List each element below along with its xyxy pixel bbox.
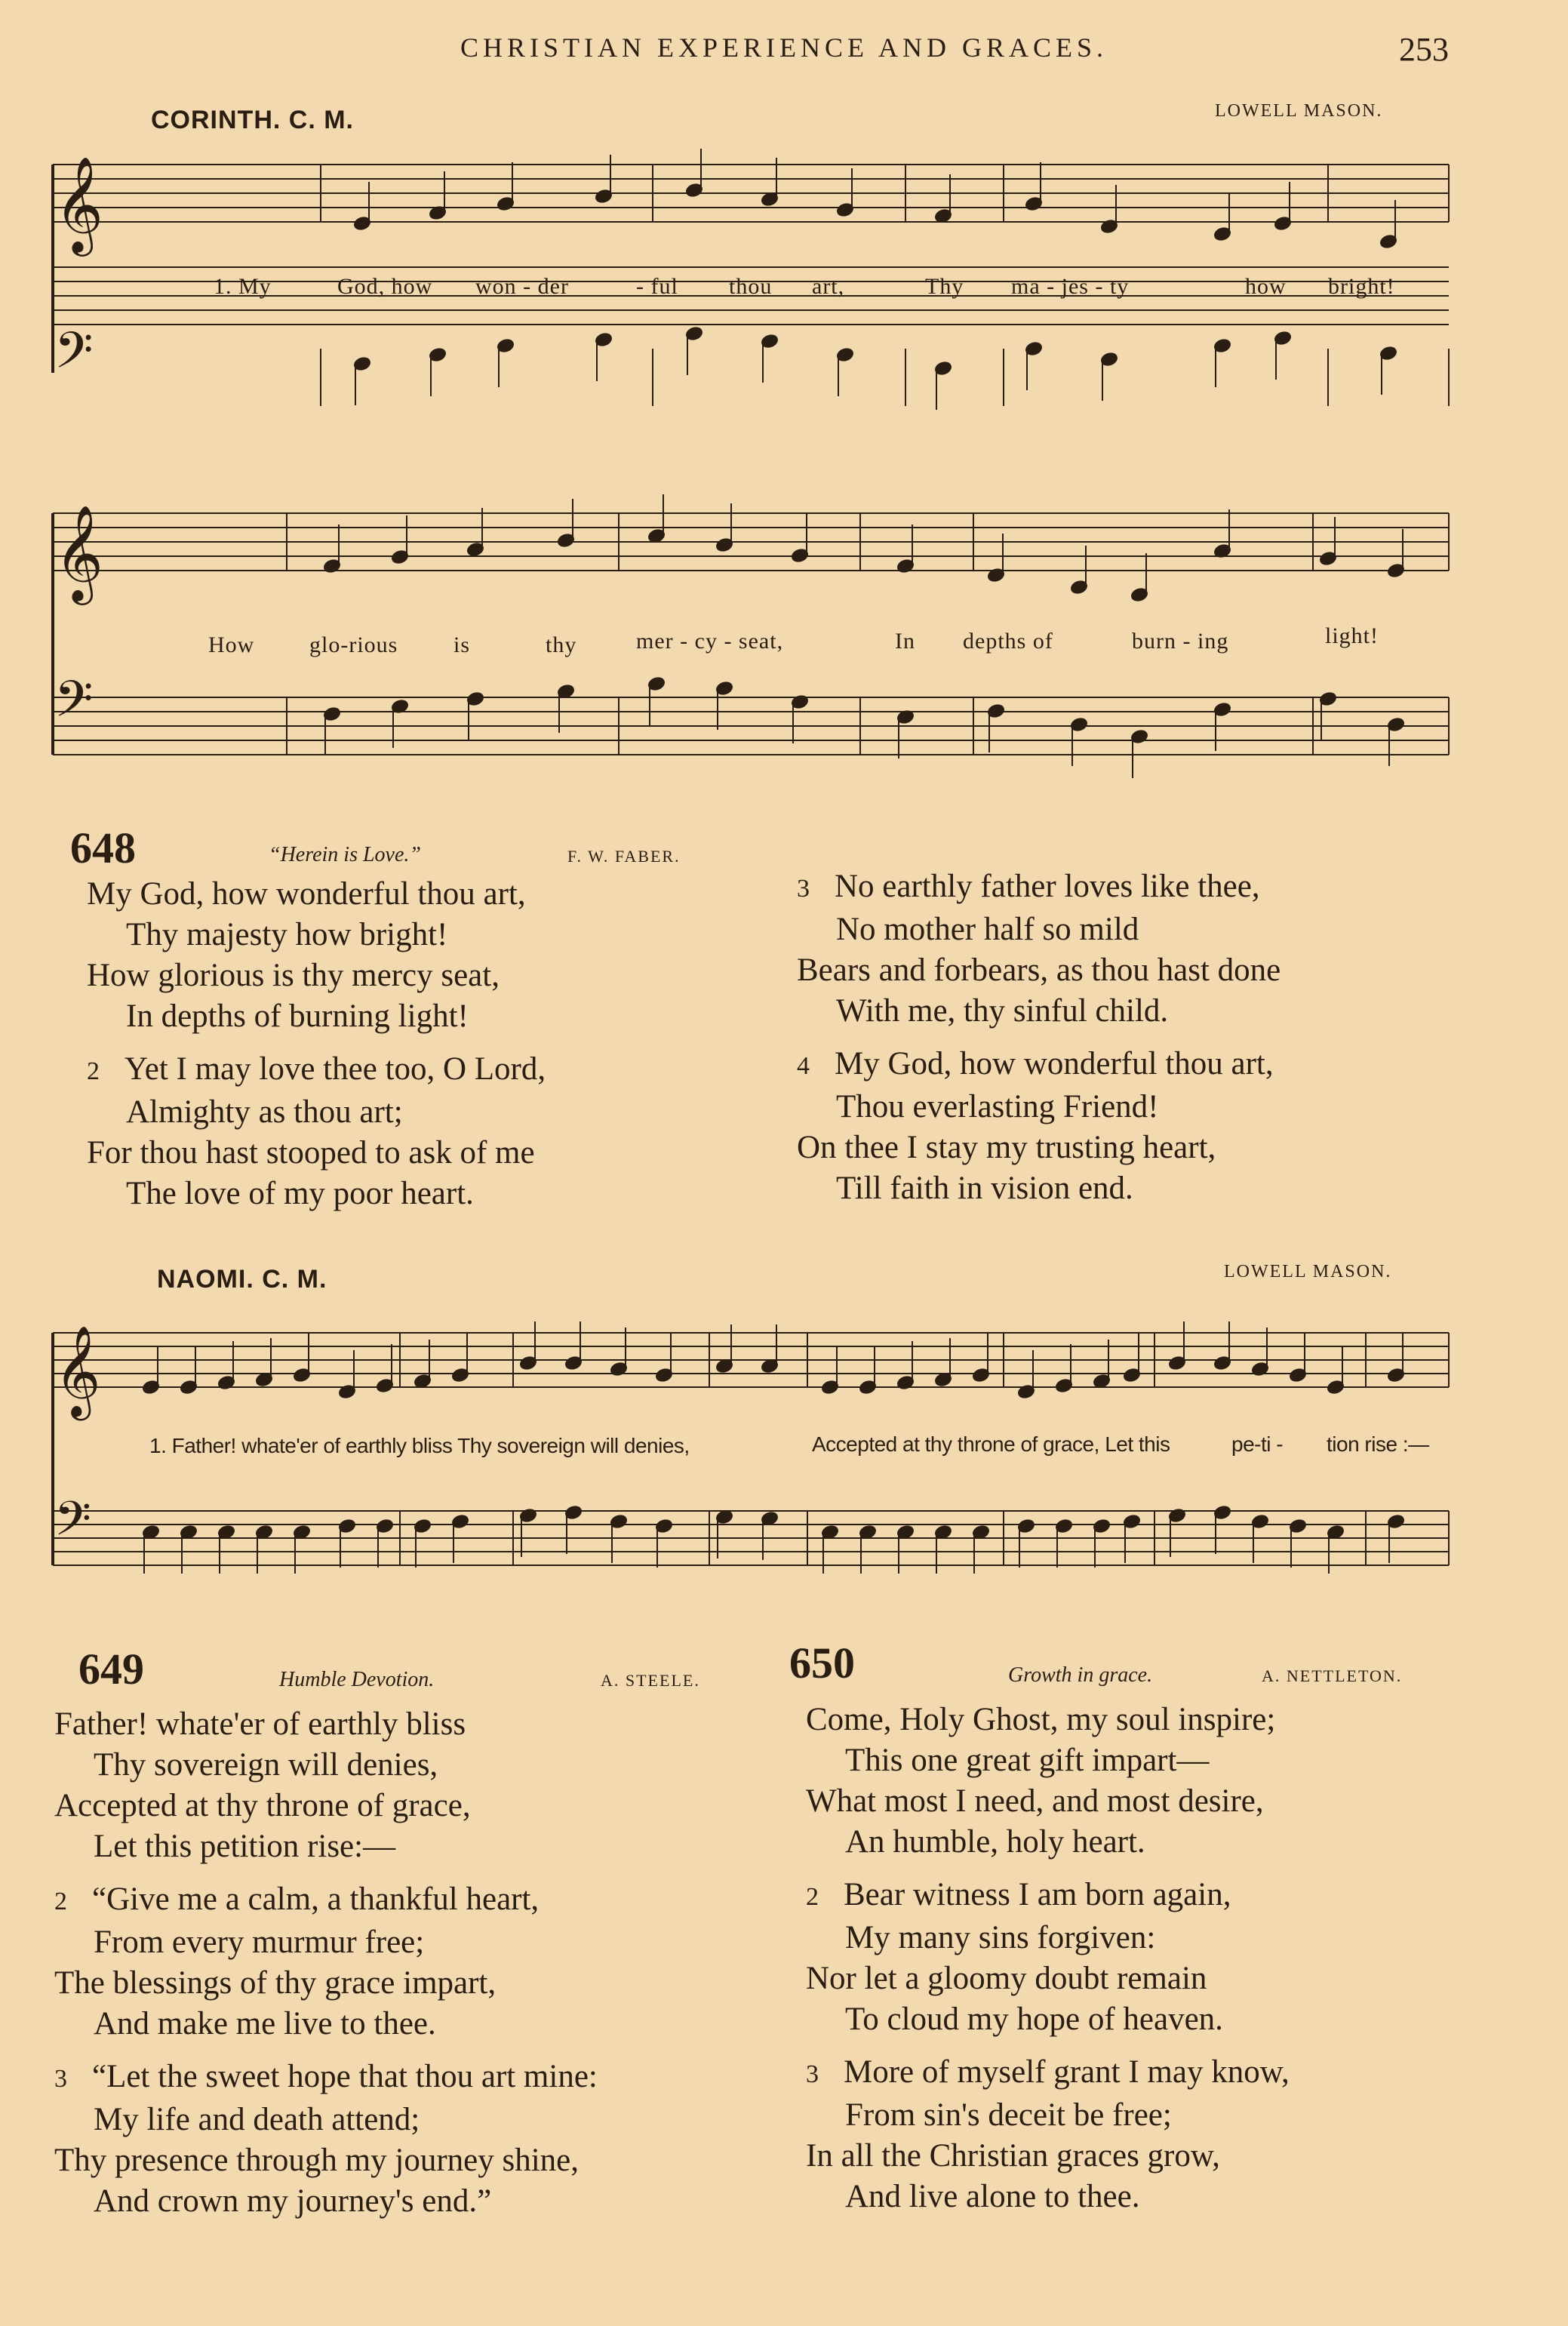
verse-line: And crown my journey's end.” — [94, 2183, 492, 2219]
verse-line: In depths of burning light! — [126, 998, 469, 1034]
clef-icon: 𝄞 — [54, 504, 104, 601]
verse-line: Thy majesty how bright! — [126, 917, 448, 952]
music-score-naomi — [45, 1303, 1464, 1620]
stanza-number: 3 — [806, 2060, 819, 2088]
stanza — [54, 1704, 598, 1867]
stanza — [806, 1700, 1290, 1863]
tune-name-corinth: CORINTH. C. M. — [151, 106, 354, 134]
verse-line: Nor let a gloomy doubt remain — [806, 1961, 1207, 1996]
lyric-syllable: - ful — [636, 274, 678, 299]
verse-line: Accepted at thy throne of grace, — [54, 1788, 471, 1823]
verse-line: With me, thy sinful child. — [836, 993, 1169, 1029]
lyric-syllable: How — [208, 632, 255, 657]
clef-icon: 𝄢 — [54, 670, 94, 740]
verse-line: More of myself grant I may know, — [844, 2054, 1290, 2090]
hymn-author: A. STEELE. — [601, 1671, 700, 1690]
hymn-author: A. NETTLETON. — [1262, 1666, 1403, 1685]
verse-line: “Let the sweet hope that thou art mine: — [92, 2059, 598, 2094]
verse-line: What most I need, and most desire, — [806, 1783, 1264, 1819]
verse-line: From every murmur free; — [94, 1924, 425, 1960]
hymn-title: Growth in grace. — [1008, 1663, 1153, 1687]
lyric-syllable: light! — [1325, 623, 1379, 648]
stanza — [87, 874, 546, 1037]
clef-icon: 𝄞 — [54, 1325, 101, 1417]
lyric-syllable: how — [1245, 274, 1287, 299]
running-head: CHRISTIAN EXPERIENCE AND GRACES. — [460, 32, 1108, 63]
verse-line: My God, how wonderful thou art, — [835, 1046, 1274, 1081]
verse-line: For thou hast stooped to ask of me — [87, 1135, 535, 1171]
lyric-syllable: art, — [812, 274, 845, 299]
hymn-649-column — [54, 1704, 598, 2234]
lyric-syllable: won - der — [475, 274, 569, 299]
lyric-syllable: pe-ti - — [1231, 1432, 1284, 1456]
verse-line: Thou everlasting Friend! — [836, 1089, 1159, 1125]
verse-line: Bears and forbears, as thou hast done — [797, 952, 1281, 988]
stanza — [54, 1879, 598, 2044]
lyric-syllable: 1. Father! whate'er of earthly bliss Thy sovereign will denies, — [149, 1434, 690, 1457]
stanza-number: 3 — [797, 875, 810, 903]
verse-line: Thy presence through my journey shine, — [54, 2143, 579, 2178]
lyric-syllable: God, how — [337, 274, 433, 299]
verse-line: And live alone to thee. — [845, 2179, 1140, 2214]
stanza — [806, 2052, 1290, 2217]
clef-icon: 𝄢 — [54, 1491, 91, 1558]
lyric-syllable: thou — [729, 274, 773, 299]
tune-name-naomi: NAOMI. C. M. — [157, 1265, 327, 1294]
page-number: 253 — [1399, 31, 1449, 68]
stanza-number: 2 — [806, 1883, 819, 1911]
verse-line: My life and death attend; — [94, 2102, 420, 2137]
lyric-syllable: mer - cy - seat, — [636, 629, 784, 654]
lyric-syllable: bright! — [1328, 274, 1395, 299]
lyric-syllable: 1. My — [214, 274, 272, 299]
lyric-syllable: burn - ing — [1132, 629, 1229, 654]
hymn-650-column — [806, 1700, 1290, 2229]
music-score-corinth — [45, 143, 1464, 808]
verse-line: Let this petition rise:— — [94, 1829, 396, 1864]
lyric-syllable: In — [895, 629, 915, 654]
verse-line: Father! whate'er of earthly bliss — [54, 1706, 466, 1742]
lyric-syllable: Accepted at thy throne of grace, Let this — [812, 1432, 1170, 1456]
stanza-number: 3 — [54, 2065, 67, 2093]
stanza — [797, 1044, 1281, 1209]
verse-line: Bear witness I am born again, — [844, 1877, 1231, 1912]
verse-line: How glorious is thy mercy seat, — [87, 958, 500, 993]
verse-line: The love of my poor heart. — [126, 1176, 474, 1211]
verse-line: This one great gift impart— — [845, 1743, 1210, 1778]
verse-line: “Give me a calm, a thankful heart, — [92, 1881, 540, 1917]
verse-line: Almighty as thou art; — [126, 1094, 403, 1130]
stanza-number: 4 — [797, 1052, 810, 1080]
hymn-number: 648 — [70, 823, 136, 872]
verse-line: No mother half so mild — [836, 912, 1139, 947]
stanza — [87, 1049, 546, 1214]
clef-icon: 𝄞 — [54, 155, 104, 252]
lyric-syllable: Thy — [925, 274, 964, 299]
composer-naomi: LOWELL MASON. — [1224, 1262, 1392, 1281]
hymn-number: 650 — [789, 1638, 855, 1688]
verse-line: No earthly father loves like thee, — [835, 869, 1260, 904]
hymn-author: F. W. FABER. — [567, 847, 681, 866]
hymn-title: “Herein is Love.” — [269, 843, 421, 866]
lyric-syllable: tion rise :— — [1327, 1432, 1429, 1456]
verse-line: In all the Christian graces grow, — [806, 2138, 1220, 2174]
lyric-syllable: is — [453, 632, 471, 657]
verse-line: Thy sovereign will denies, — [94, 1747, 438, 1783]
verse-line: My many sins forgiven: — [845, 1920, 1156, 1955]
stanza — [806, 1875, 1290, 2040]
verse-line: On thee I stay my trusting heart, — [797, 1130, 1216, 1165]
verse-line: To cloud my hope of heaven. — [845, 2001, 1223, 2037]
verse-line: Till faith in vision end. — [836, 1171, 1133, 1206]
stanza-number: 2 — [87, 1057, 100, 1085]
verse-line: From sin's deceit be free; — [845, 2097, 1172, 2133]
lyric-syllable: ma - jes - ty — [1011, 274, 1130, 299]
lyric-syllable: thy — [546, 632, 577, 657]
stanza-number: 2 — [54, 1888, 67, 1915]
composer-corinth: LOWELL MASON. — [1215, 101, 1383, 121]
verse-line: My God, how wonderful thou art, — [87, 876, 526, 912]
stanza — [797, 866, 1281, 1032]
verse-line: Come, Holy Ghost, my soul inspire; — [806, 1702, 1276, 1737]
verse-line: The blessings of thy grace impart, — [54, 1965, 497, 2001]
hymn-title: Humble Devotion. — [279, 1668, 435, 1691]
hymn-648-column-right — [797, 866, 1281, 1221]
lyric-syllable: glo-rious — [309, 632, 398, 657]
stanza — [54, 2057, 598, 2222]
verse-line: Yet I may love thee too, O Lord, — [125, 1051, 546, 1087]
verse-line: And make me live to thee. — [94, 2006, 436, 2041]
hymn-number: 649 — [78, 1645, 144, 1694]
verse-line: An humble, holy heart. — [845, 1824, 1145, 1860]
clef-icon: 𝄢 — [54, 322, 94, 392]
lyric-syllable: depths of — [963, 629, 1053, 654]
hymn-648-column-left — [87, 874, 546, 1226]
